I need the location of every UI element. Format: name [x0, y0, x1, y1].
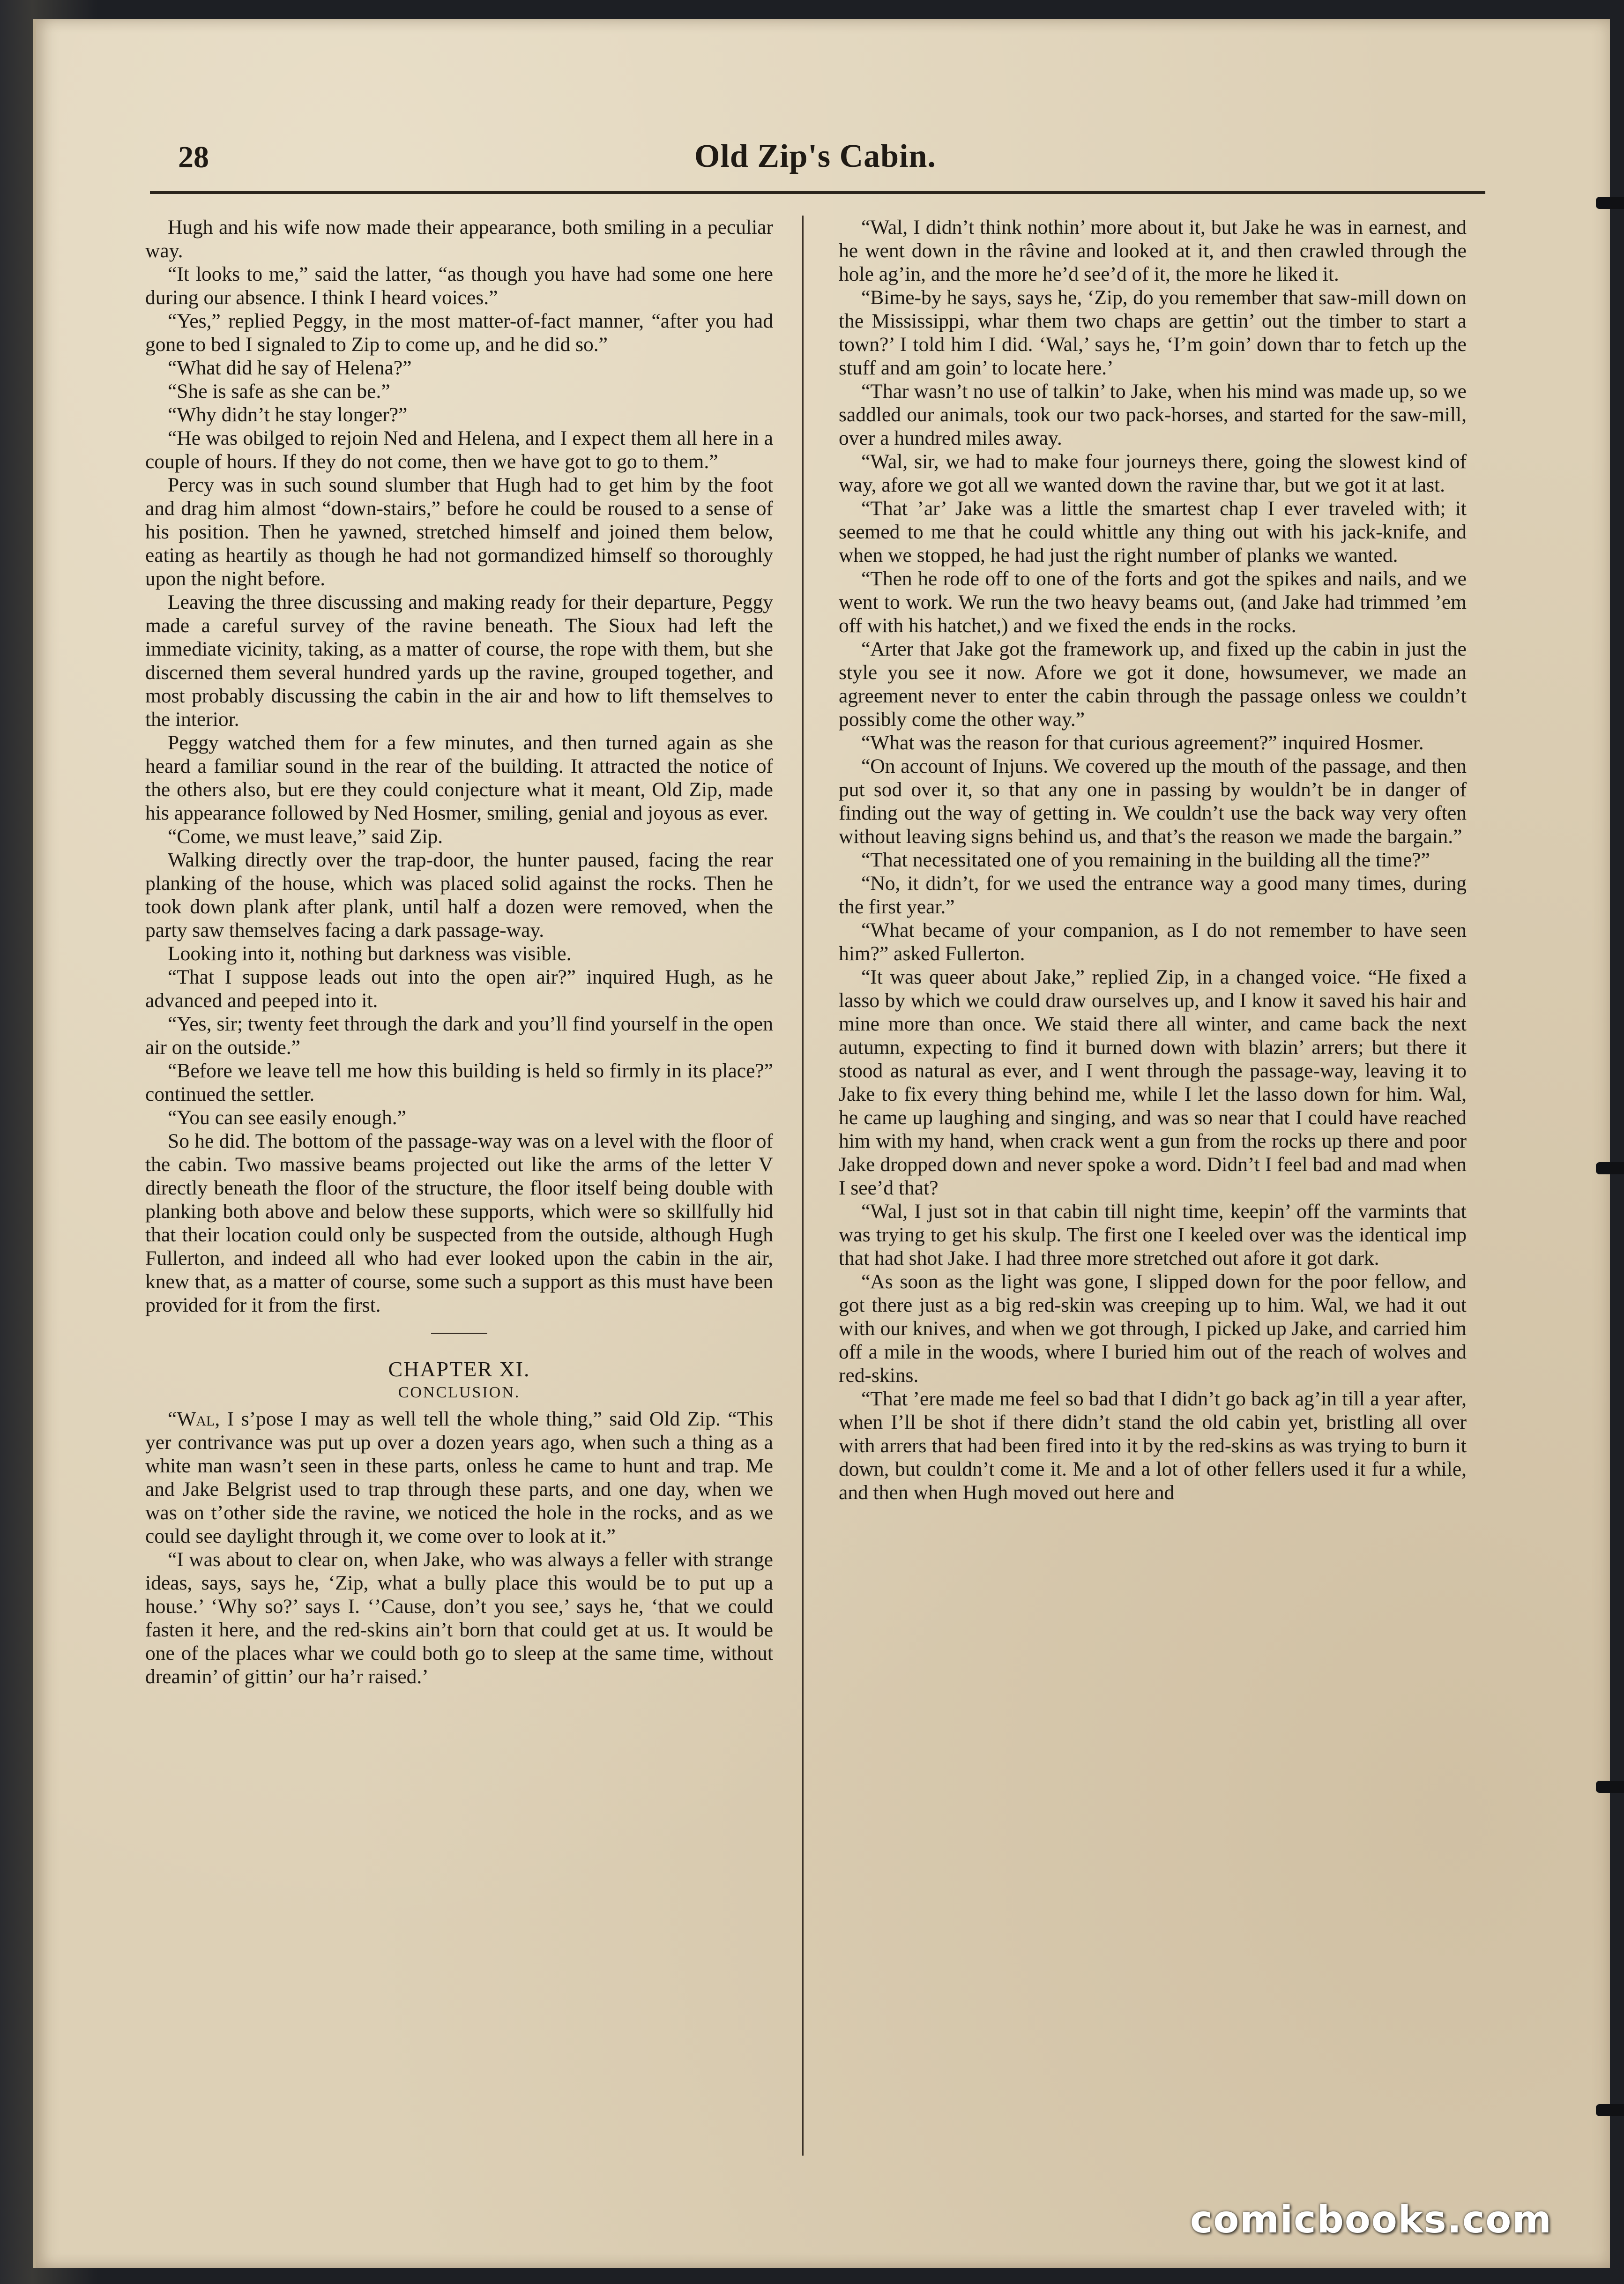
paragraph: “Come, we must leave,” said Zip. [168, 825, 443, 848]
paragraph: “Why didn’t he stay longer?” [168, 403, 408, 426]
paragraph: “It looks to me,” said the latter, “as though you have had some one here during our absence. I think I heard voices.” [145, 263, 773, 309]
header-rule [150, 191, 1485, 194]
right-column [839, 216, 1467, 2165]
paragraph: Looking into it, nothing but darkness was visible. [168, 942, 572, 965]
page-tab-marker [1596, 2104, 1624, 2116]
paragraph: Hugh and his wife now made their appearance, both smiling in a peculiar way. [145, 216, 773, 262]
page-number: 28 [178, 140, 209, 174]
running-title: Old Zip's Cabin. [694, 138, 936, 174]
paragraph: “I was about to clear on, when Jake, who was always a feller with strange ideas, says, says he, ‘Zip, what a bully place this would be to put up a house.’ ‘Why so?’ says I. ‘’Cause, don’t you see,’ says he, ‘that we could fasten it here, and the red-skins ain’t born that could get at us. It would be one of the places whar we could both go to sleep at the same time, without dreamin’ of gittin’ our ha’r raised.’ [145, 1548, 773, 1688]
column-divider [802, 216, 804, 2156]
paragraph: “What was the reason for that curious agreement?” inquired Hosmer. [861, 731, 1424, 754]
paragraph: “She is safe as she can be.” [168, 380, 390, 403]
paragraph: “He was obilged to rejoin Ned and Helena, and I expect them all here in a couple of hours. If they do not come, then we have got to go to them.” [145, 427, 773, 473]
chapter-opening-paragraph: “Wal, I s’pose I may as well tell the whole thing,” said Old Zip. “This yer contrivance was put up over a dozen years ago, when such a thing as a white man wasn’t seen in these parts, onless he came to hunt and trap. Me and Jake Belgrist used to trap through these parts, and one day, when we was on t’other side the ravine, we noticed the hole in the rocks, and as we could see daylight through it, we come over to look at it.” [145, 1408, 773, 1547]
paragraph: “On account of Injuns. We covered up the mouth of the passage, and then put sod over it, so that any one in passing by wouldn’t be in danger of finding out the way of getting in. We couldn’t use the back way very often without leaving signs behind us, and that’s the reason we made the bargain.” [839, 755, 1467, 848]
left-column [145, 216, 773, 2165]
paragraph: “Thar wasn’t no use of talkin’ to Jake, when his mind was made up, so we saddled our animals, took our two pack-horses, and started for the saw-mill, over a hundred miles away. [839, 380, 1467, 449]
paragraph: Leaving the three discussing and making ready for their departure, Peggy made a careful survey of the ravine beneath. The Sioux had left the immediate vicinity, taking, as a matter of course, the rope with them, but she discerned them several hundred yards up the ravine, grouped together, and most probably discussing the cabin in the air and how to lift themselves to the interior. [145, 591, 773, 731]
paragraph: So he did. The bottom of the passage-way was on a level with the floor of the cabin. Two massive beams projected out like the arms of the letter V directly beneath the floor of the structure, the floor itself being double with planking both above and below these supports, which were so skillfully hid that their location could only be suspected from the outside, although Hugh Fullerton, and indeed all who had ever looked upon the cabin in the air, knew that, as a matter of course, some such a support as this must have been provided for it from the first. [145, 1130, 773, 1316]
page-tab-marker [1596, 1162, 1624, 1174]
paragraph: “Yes, sir; twenty feet through the dark and you’ll find yourself in the open air on the outside.” [145, 1013, 773, 1059]
paragraph: “It was queer about Jake,” replied Zip, in a changed voice. “He fixed a lasso by which we could draw ourselves up, and I know it saved his hair and mine more than once. We staid there all winter, and came back the next autumn, expecting to find it burned down with blazin’ arrers; but there it stood as natural as ever, and I went through the passage-way, leaving it to Jake to fix every thing behind me, while I let the lasso down for him. Wal, he came up laughing and singing, and was so near that I could have reached him with my hand, when crack went a gun from the rocks up there and poor Jake dropped down and never spoke a word. Didn’t I feel bad and mad when I see’d that? [839, 966, 1467, 1199]
paragraph: “Wal, I just sot in that cabin till night time, keepin’ off the varmints that was trying to get his skulp. The first one I keeled over was the identical imp that had shot Jake. I had three more stretched out afore it got dark. [839, 1200, 1467, 1269]
paragraph: “What became of your companion, as I do not remember to have seen him?” asked Fullerton. [839, 919, 1467, 965]
paragraph: “Arter that Jake got the framework up, and fixed up the cabin in just the style you see it now. Afore we got it done, howsumever, we made an agreement never to enter the cabin through the passage onless we couldn’t possibly come the other way.” [839, 638, 1467, 731]
paragraph: “Bime-by he says, says he, ‘Zip, do you remember that saw-mill down on the Mississippi, whar them two chaps are gettin’ out the timber to start a town?’ I told him I did. ‘Wal,’ says he, ‘I’m goin’ down thar to fetch up the stuff and am goin’ to locate here.’ [839, 286, 1467, 379]
opening-rest: I s’pose I may as well tell the whole thing,” said Old Zip. “This yer contrivance was put up over a dozen years ago, when such a thing as a white man wasn’t seen in these parts, onless he came to hunt and trap. Me and Jake Belgrist used to trap through these parts, and one day, when we was on t’other side the ravine, we noticed the hole in the rocks, and as we could see daylight through it, we come over to look at it.” [145, 1408, 773, 1547]
paragraph: “Then he rode off to one of the forts and got the spikes and nails, and we went to work. We run the two heavy beams out, (and Jake had trimmed ’em off with his hatchet,) and we fixed the ends in the rocks. [839, 567, 1467, 637]
paragraph: “That necessitated one of you remaining in the building all the time?” [861, 849, 1430, 871]
page-tab-marker [1596, 1781, 1624, 1793]
page-header [150, 136, 1481, 192]
paragraph: Walking directly over the trap-door, the hunter paused, facing the rear planking of the house, which was placed solid against the rocks. Then he took down plank after plank, until half a dozen were removed, when the party saw themselves facing a dark passage-way. [145, 849, 773, 941]
paragraph: Percy was in such sound slumber that Hugh had to get him by the foot and drag him almost “down-stairs,” before he could be roused to a sense of his position. Then he yawned, stretched himself and joined them below, eating as heartily as though he had not gormandized himself so thoroughly upon the night before. [145, 474, 773, 590]
paragraph: “No, it didn’t, for we used the entrance way a good many times, during the first year.” [839, 872, 1467, 918]
paragraph: “That I suppose leads out into the open air?” inquired Hugh, as he advanced and peeped into it. [145, 966, 773, 1012]
paragraph: “Wal, sir, we had to make four journeys there, going the slowest kind of way, afore we got all we wanted down the ravine thar, but we got it at last. [839, 450, 1467, 496]
paragraph: “That ’ar’ Jake was a little the smartest chap I ever traveled with; it seemed to me that he could whittle any thing out with his jack-knife, and when we stopped, he had just the right number of planks we wanted. [839, 497, 1467, 567]
chapter-subtitle: CONCLUSION. [398, 1384, 521, 1401]
paragraph: “Wal, I didn’t think nothin’ more about it, but Jake he was in earnest, and he went down in the râvine and looked at it, and then crawled through the hole ag’in, and the more he’d see’d of it, the more he liked it. [839, 216, 1467, 285]
paragraph: “As soon as the light was gone, I slipped down for the poor fellow, and got there just as a big red-skin was creeping up to him. Wal, we had it out with our knives, and when we got through, I picked up Jake, and carried him off a mile in the woods, where I buried him out of the reach of wolves and red-skins. [839, 1270, 1467, 1387]
page-tab-marker [1596, 197, 1624, 209]
paragraph: “Yes,” replied Peggy, in the most matter-of-fact manner, “after you had gone to bed I signaled to Zip to come up, and he did so.” [145, 310, 773, 356]
paragraph: “What did he say of Helena?” [168, 357, 412, 379]
section-rule [431, 1333, 487, 1334]
paragraph: “You can see easily enough.” [168, 1106, 406, 1129]
site-watermark: comicbooks.com [1190, 2198, 1552, 2241]
paragraph: “That ’ere made me feel so bad that I didn’t go back ag’in till a year after, when I’ll be shot if there didn’t stand the old cabin yet, bristling all over with arrers that had been fired into it by the red-skins as was trying to burn it down, but couldn’t come it. Me and a lot of other fellers used it fur a while, and then when Hugh moved out here and [839, 1388, 1467, 1504]
paragraph: Peggy watched them for a few minutes, and then turned again as she heard a familiar sound in the rear of the building. It attracted the notice of the others also, but ere they could conjecture what it meant, Old Zip, made his appearance followed by Ned Hosmer, smiling, genial and joyous as ever. [145, 731, 773, 824]
opening-word: Wal, [177, 1408, 220, 1430]
chapter-heading: CHAPTER XI. [388, 1357, 530, 1381]
paragraph: “Before we leave tell me how this building is held so firmly in its place?” continued the settler. [145, 1060, 773, 1105]
